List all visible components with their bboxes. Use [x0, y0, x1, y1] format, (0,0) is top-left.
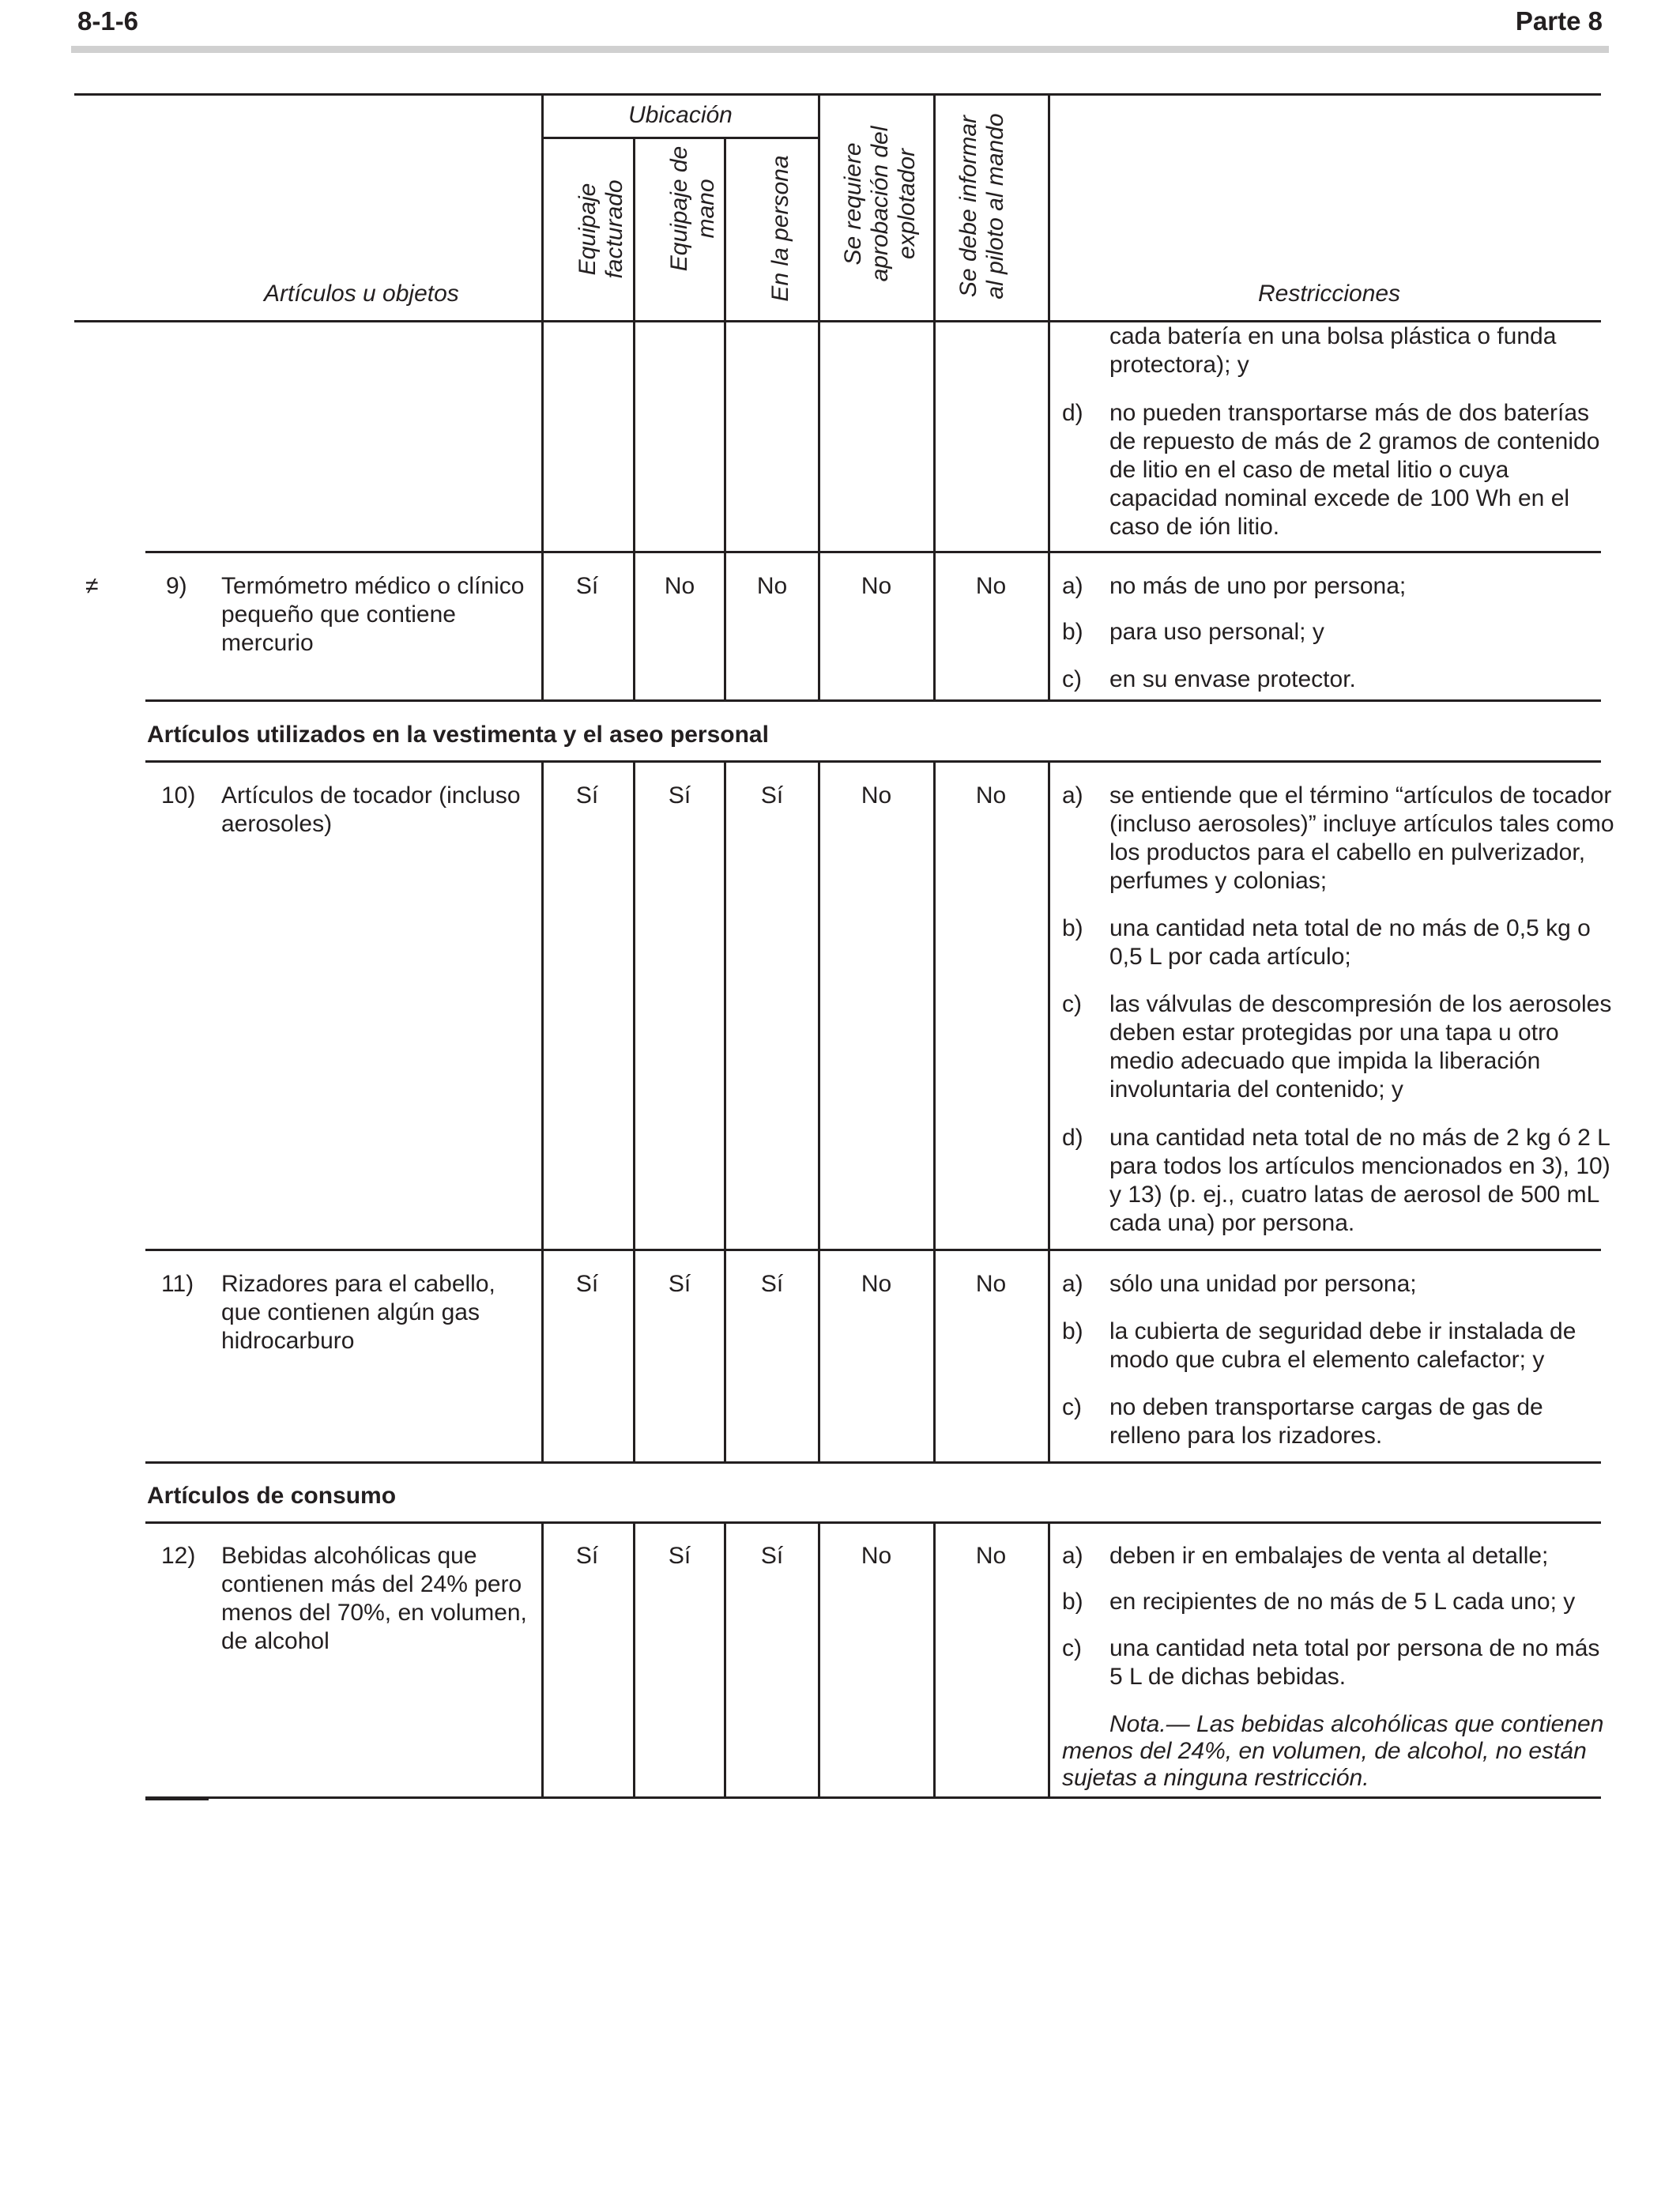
value-mano: Sí: [668, 1543, 691, 1569]
value-persona: Sí: [760, 782, 784, 809]
item-name: de alcohol: [221, 1628, 330, 1654]
header-mano: Equipaje de mano: [666, 145, 719, 272]
header-persona: En la persona: [767, 155, 793, 302]
header-rule: [71, 46, 1609, 53]
column-divider: [933, 95, 936, 700]
value-piloto: No: [975, 573, 1007, 599]
item-number: 11): [161, 1271, 194, 1297]
value-facturado: Sí: [575, 573, 599, 599]
item-number: 12): [161, 1543, 196, 1569]
column-divider: [541, 761, 544, 1462]
item-name: Artículos de tocador (incluso: [221, 782, 521, 809]
item-name: mercurio: [221, 630, 314, 656]
item-number: 10): [161, 782, 196, 809]
column-divider: [1048, 95, 1050, 700]
column-divider: [541, 1522, 544, 1797]
item-name: Termómetro médico o clínico: [221, 573, 525, 599]
item-name: pequeño que contiene: [221, 601, 456, 628]
row-rule: [145, 1249, 1601, 1251]
value-aprobacion: No: [861, 1543, 892, 1569]
row-rule: [145, 551, 1601, 553]
column-divider: [818, 761, 820, 1462]
value-aprobacion: No: [861, 573, 892, 599]
column-divider: [818, 95, 820, 700]
note: Nota.— Las bebidas alcohólicas que contienen: [1109, 1711, 1604, 1737]
value-mano: Sí: [668, 1271, 691, 1297]
item-name: menos del 70%, en volumen,: [221, 1600, 527, 1626]
header-articulos: Artículos u objetos: [264, 281, 459, 307]
note: menos del 24%, en volumen, de alcohol, no están: [1062, 1738, 1587, 1764]
column-divider: [724, 1522, 726, 1797]
item-number: 9): [166, 573, 187, 599]
value-persona: Sí: [760, 1543, 784, 1569]
page-number: 8-1-6: [77, 6, 139, 36]
header-piloto: Se debe informar al piloto al mando: [955, 113, 1008, 300]
change-mark: ≠: [85, 573, 99, 599]
header-aprobacion: Se requiere aprobación del explotador: [840, 126, 920, 282]
value-facturado: Sí: [575, 1543, 599, 1569]
ubicacion-rule: [542, 137, 819, 139]
value-mano: No: [664, 573, 695, 599]
item-name: aerosoles): [221, 811, 333, 837]
column-divider: [818, 1522, 820, 1797]
header-ubicacion: Ubicación: [628, 102, 733, 128]
column-divider: [933, 761, 936, 1462]
column-divider: [933, 1522, 936, 1797]
column-divider: [633, 1522, 635, 1797]
value-piloto: No: [975, 1271, 1007, 1297]
column-divider: [1048, 1522, 1050, 1797]
item-name: Rizadores para el cabello,: [221, 1271, 495, 1297]
value-mano: Sí: [668, 782, 691, 809]
row-rule: [145, 1461, 1601, 1464]
value-facturado: Sí: [575, 782, 599, 809]
item-name: contienen más del 24% pero: [221, 1571, 522, 1597]
section-rule: [145, 760, 1601, 763]
table-bottom-rule: [145, 1796, 1601, 1799]
value-persona: No: [756, 573, 788, 599]
note: sujetas a ninguna restricción.: [1062, 1765, 1369, 1791]
part-label: Parte 8: [1515, 6, 1603, 36]
item-name: que contienen algún gas: [221, 1299, 480, 1325]
column-divider: [724, 761, 726, 1462]
value-facturado: Sí: [575, 1271, 599, 1297]
section-heading: Artículos utilizados en la vestimenta y el aseo personal: [147, 722, 769, 748]
row-rule: [145, 699, 1601, 702]
column-divider: [633, 138, 635, 700]
item-name: Bebidas alcohólicas que: [221, 1543, 477, 1569]
section-rule: [145, 1521, 1601, 1524]
column-divider: [541, 95, 544, 700]
column-divider: [633, 761, 635, 1462]
table-top-rule: [74, 93, 1601, 96]
item-name: hidrocarburo: [221, 1328, 355, 1354]
value-piloto: No: [975, 782, 1007, 809]
section-heading: Artículos de consumo: [147, 1483, 397, 1509]
value-aprobacion: No: [861, 782, 892, 809]
header-facturado: Equipaje facturado: [574, 179, 627, 279]
column-divider: [724, 138, 726, 700]
end-mark-rule: [145, 1799, 209, 1800]
header-restricciones: Restricciones: [1258, 281, 1401, 307]
value-piloto: No: [975, 1543, 1007, 1569]
value-aprobacion: No: [861, 1271, 892, 1297]
value-persona: Sí: [760, 1271, 784, 1297]
column-divider: [1048, 761, 1050, 1462]
